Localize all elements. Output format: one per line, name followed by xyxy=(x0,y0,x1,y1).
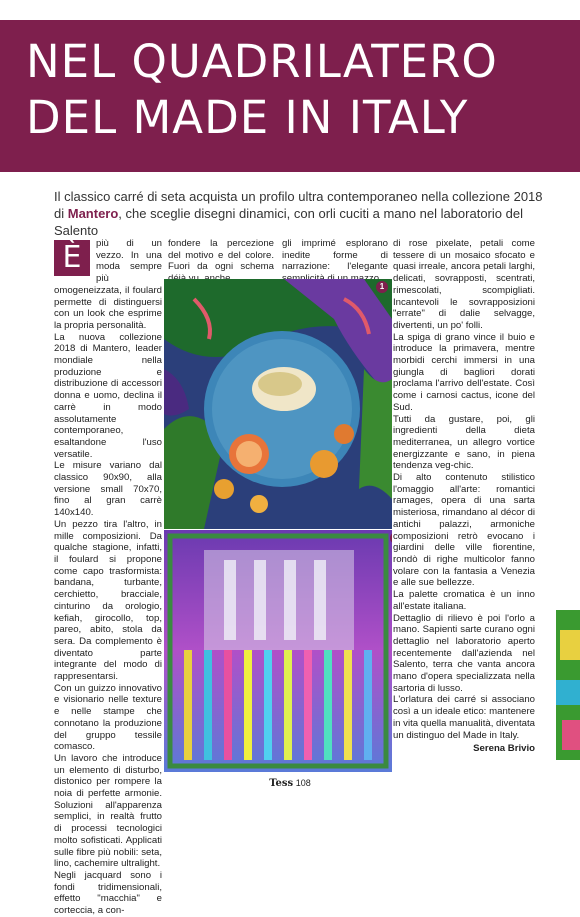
article-column-2-top: fondere la percezione del motivo e del colore. Fuori da ogni schema xyxy=(168,238,274,273)
paragraph: Un lavoro che introduce un elemento di disturbo, distonico per rompere la noia di perfette armonie. Soluzioni all'apparenza semplici, in realtà frutto di processi tecnologici molto sofisticati. Applicati sulle fibre più nobili: seta, lino, cachemire ultralight. xyxy=(54,752,162,870)
foulard-photo-2 xyxy=(164,530,392,772)
paragraph: più di un vezzo. In una moda sempre più omogeneizzata, il foulard permette di distinguersi con un look che esprime la propria personalità. xyxy=(54,238,162,331)
paragraph: Negli jacquard sono i fondi tridimensionali, effetto "macchia" e corteccia, a con- xyxy=(54,869,162,917)
article-column-3-top: gli imprimé esplorano inedite forme di narrazione: l'elegante xyxy=(282,238,388,273)
paragraph: La spiga di grano vince il buio e introduce la primavera, mentre morbidi cerchi immersi in una giungla di bagliori dorati proclama l'arrivo dell'estate. Così come i carnosi cactus, icone del Sud. xyxy=(393,331,535,413)
magazine-name: Tess xyxy=(269,778,294,789)
article-column-1 xyxy=(54,238,162,917)
page-number: 108 xyxy=(295,778,311,788)
paragraph: Un pezzo tira l'altro, in mille composizioni. Da qualche stagione, infatti, il foulard si propone come capo trasformista: bandana, turbante, cerchietto, bracciale, cinturino da orologio, kefiah, girocollo, top, pareo, abito, stola da sera. Da complemento è diventato parte integrante del modo di rappresentarsi. xyxy=(54,518,162,683)
title-line-2: DEL MADE IN ITALY xyxy=(26,91,469,144)
adjacent-page-image xyxy=(556,610,580,760)
drop-cap: È xyxy=(54,240,90,276)
paragraph: La nuova collezione 2018 di Mantero, leader mondiale nella produzione e distribuzione di accessori donna e uomo, declina il carrè in modo assolutamente contemporaneo, esaltandone l'uso versatile. xyxy=(54,331,162,460)
paragraph: La palette cromatica è un inno all'estate italiana. xyxy=(393,589,535,612)
foulard-image-1 xyxy=(164,279,392,529)
paragraph: Con un guizzo innovativo e visionario nelle texture e nelle stampe che connotano la produzione del gruppo tessile comasco. xyxy=(54,682,162,753)
foulard-image-2 xyxy=(164,530,392,772)
paragraph: L'orlatura dei carré si associano così a un ideale etico: mantenere in vita quella manualità, diventata un distinguo del Made in Italy. xyxy=(393,694,535,741)
adjacent-page-photo xyxy=(556,610,580,760)
title-line-1: NEL QUADRILATERO xyxy=(26,35,498,88)
paragraph: Di alto contenuto stilistico l'omaggio all'arte: romantici ramages, opera di una sarta misteriosa, rimandano al décor di antichi palazzi, armoniche composizioni retrò evocano i giardini delle ville fiorentine, rondò di righe multicolor fanno volare con la fantasia a Venezia e alle sue bellezze. xyxy=(393,472,535,589)
paragraph: Tutti da gustare, poi, gli ingredienti della dieta mediterranea, un allegro vortice energizzante e sano, in piena tendenza veg-chic. xyxy=(393,413,535,472)
article-column-4 xyxy=(393,238,535,755)
paragraph: Dettaglio di rilievo è poi l'orlo a mano. Sapienti sarte curano ogni dettaglio nel laboratorio aperto recentemente dall'azienda nel Salento, terra che vanta ancora mano d'opera specializzata nella sartoria di lusso. xyxy=(393,612,535,694)
page-footer xyxy=(0,778,580,789)
subtitle-part-2: , che sceglie disegni dinamici, con orli cuciti a mano nel laboratorio del Salento xyxy=(54,206,523,238)
paragraph: Le misure variano dal classico 90x90, alla versione small 70x70, fino al gran carrè 140x140. xyxy=(54,460,162,519)
subtitle-brand: Mantero xyxy=(67,206,119,221)
subtitle-part-1: Il classico carré di seta acquista un profilo ultra contemporaneo nella collezione 2018 di xyxy=(54,189,543,221)
author-signature: Serena Brivio xyxy=(473,743,535,755)
foulard-photo-1 xyxy=(164,279,392,529)
paragraph: di rose pixelate, petali come tessere di un mosaico sfocato e quasi irreale, ancora petali larghi, delicati, sovrapposti, scentrati, rimescolati, scompigliati. Incantevoli le sovrapposizioni "errate" di dalie selvagge, divertenti, un po' folli. xyxy=(393,238,535,331)
photo-number-badge: 1 xyxy=(376,281,388,293)
title-banner xyxy=(0,20,580,172)
article-subtitle xyxy=(54,188,554,239)
article-top-columns xyxy=(168,238,388,278)
page-title xyxy=(26,34,566,146)
